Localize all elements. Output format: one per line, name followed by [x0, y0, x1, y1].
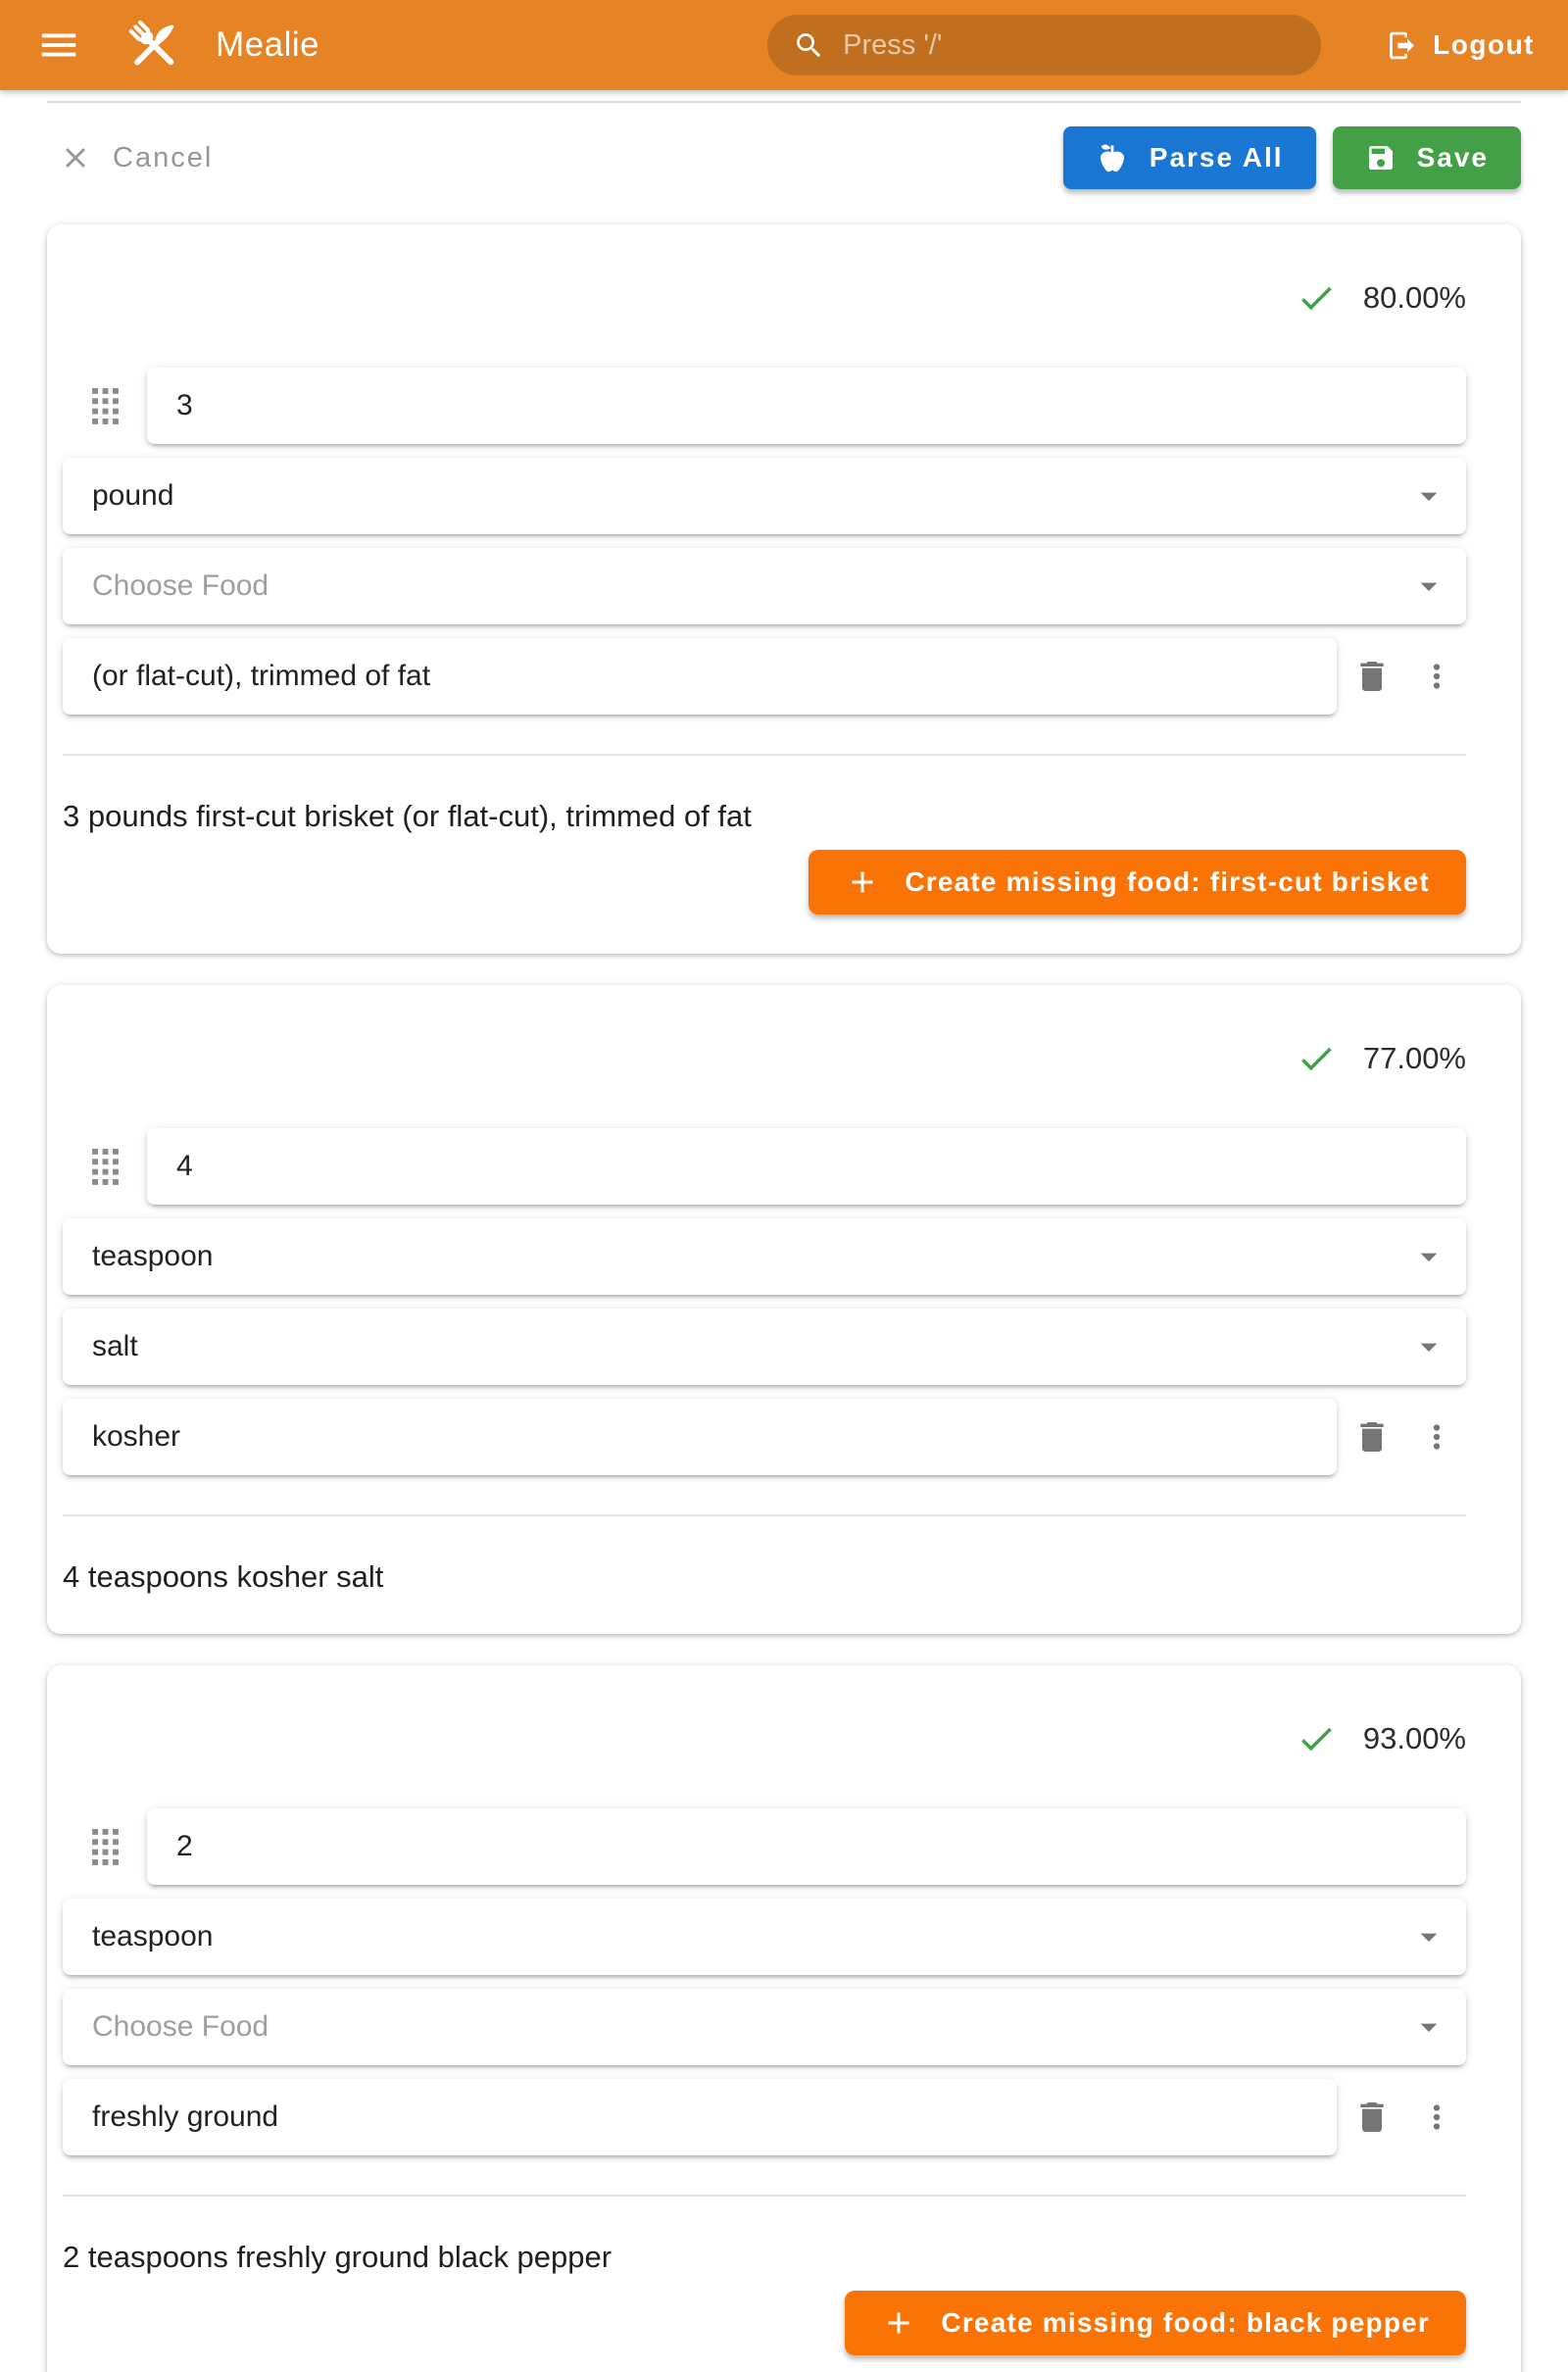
ingredient-fields [63, 1128, 1466, 1475]
save-icon [1365, 142, 1396, 173]
quantity-row [63, 1128, 1466, 1205]
note-row [63, 2079, 1466, 2155]
check-icon [1296, 277, 1337, 319]
kebab-menu-icon [1418, 2099, 1455, 2136]
quantity-row [63, 368, 1466, 444]
original-ingredient-text: 4 teaspoons kosher salt [63, 1559, 384, 1594]
kebab-menu-icon [1418, 658, 1455, 695]
confidence-row [63, 1718, 1466, 1759]
original-ingredient-text: 3 pounds first-cut brisket (or flat-cut), trimmed of fat [63, 799, 752, 833]
drag-handle-icon [92, 1829, 119, 1865]
unit-input[interactable] [63, 1899, 1466, 1975]
delete-button[interactable] [1337, 1417, 1407, 1457]
unit-select[interactable] [63, 1899, 1466, 1975]
create-missing-food-button[interactable] [808, 850, 1466, 914]
note-input[interactable] [63, 1399, 1337, 1475]
create-food-row [63, 2291, 1466, 2355]
food-select[interactable] [63, 1989, 1466, 2065]
delete-icon [1352, 657, 1392, 696]
quantity-input[interactable] [147, 1808, 1466, 1885]
more-options-button[interactable] [1407, 2099, 1466, 2136]
cancel-button[interactable] [47, 141, 224, 174]
note-input[interactable] [63, 638, 1337, 715]
create-missing-food-button[interactable] [845, 2291, 1466, 2355]
search-bar[interactable] [767, 15, 1321, 75]
logout-icon [1386, 29, 1418, 62]
food-input[interactable] [63, 548, 1466, 624]
drag-handle[interactable] [63, 1149, 147, 1185]
quantity-input[interactable] [147, 368, 1466, 444]
ingredient-fields [63, 1808, 1466, 2155]
confidence-row [63, 1038, 1466, 1079]
ingredient-card [47, 224, 1521, 954]
create-missing-food-label: Create missing food: first-cut brisket [905, 866, 1430, 897]
drag-handle[interactable] [63, 1829, 147, 1865]
food-select[interactable] [63, 548, 1466, 624]
delete-button[interactable] [1337, 2098, 1407, 2137]
save-label: Save [1416, 142, 1489, 173]
drag-handle-icon [92, 1149, 119, 1185]
check-icon [1296, 1718, 1337, 1759]
create-food-row [63, 850, 1466, 914]
more-options-button[interactable] [1407, 1418, 1466, 1456]
delete-button[interactable] [1337, 657, 1407, 696]
cancel-label: Cancel [113, 141, 214, 173]
menu-icon [36, 23, 81, 68]
confidence-value: 80.00% [1362, 280, 1466, 315]
unit-input[interactable] [63, 458, 1466, 534]
note-row [63, 638, 1466, 715]
drag-handle-icon [92, 388, 119, 424]
ingredient-fields [63, 368, 1466, 715]
more-options-button[interactable] [1407, 658, 1466, 695]
unit-input[interactable] [63, 1218, 1466, 1295]
logout-button[interactable] [1386, 29, 1535, 62]
card-divider [63, 2195, 1466, 2197]
ingredient-parser-page [0, 101, 1568, 2372]
close-icon [59, 141, 92, 174]
save-button[interactable] [1333, 126, 1521, 189]
quantity-input[interactable] [147, 1128, 1466, 1205]
note-input[interactable] [63, 2079, 1337, 2155]
drag-handle[interactable] [63, 388, 147, 424]
delete-icon [1352, 1417, 1392, 1457]
card-divider [63, 754, 1466, 756]
delete-icon [1352, 2098, 1392, 2137]
ingredient-card [47, 985, 1521, 1634]
unit-select[interactable] [63, 458, 1466, 534]
confidence-value: 77.00% [1362, 1041, 1466, 1075]
ingredient-list [47, 224, 1521, 2372]
food-input[interactable] [63, 1989, 1466, 2065]
app-bar [0, 0, 1568, 90]
ingredient-card [47, 1665, 1521, 2372]
search-input[interactable] [843, 29, 1296, 62]
note-row [63, 1399, 1466, 1475]
quantity-row [63, 1808, 1466, 1885]
original-ingredient-text: 2 teaspoons freshly ground black pepper [63, 2240, 612, 2274]
apple-icon [1096, 141, 1129, 174]
app-title: Mealie [216, 25, 320, 64]
plus-icon [845, 865, 880, 900]
logout-label: Logout [1433, 29, 1535, 60]
food-input[interactable] [63, 1309, 1466, 1385]
actions-row [47, 123, 1521, 193]
header-divider [47, 101, 1521, 103]
check-icon [1296, 1038, 1337, 1079]
search-icon [793, 29, 825, 62]
unit-select[interactable] [63, 1218, 1466, 1295]
confidence-row [63, 277, 1466, 319]
food-select[interactable] [63, 1309, 1466, 1385]
card-divider [63, 1514, 1466, 1516]
confidence-value: 93.00% [1362, 1721, 1466, 1755]
kebab-menu-icon [1418, 1418, 1455, 1456]
parse-all-button[interactable] [1063, 126, 1316, 189]
app-logo-icon [123, 15, 184, 75]
create-missing-food-label: Create missing food: black pepper [941, 2307, 1430, 2338]
plus-icon [881, 2305, 916, 2341]
menu-button[interactable] [33, 20, 84, 71]
parse-all-label: Parse All [1149, 142, 1284, 173]
